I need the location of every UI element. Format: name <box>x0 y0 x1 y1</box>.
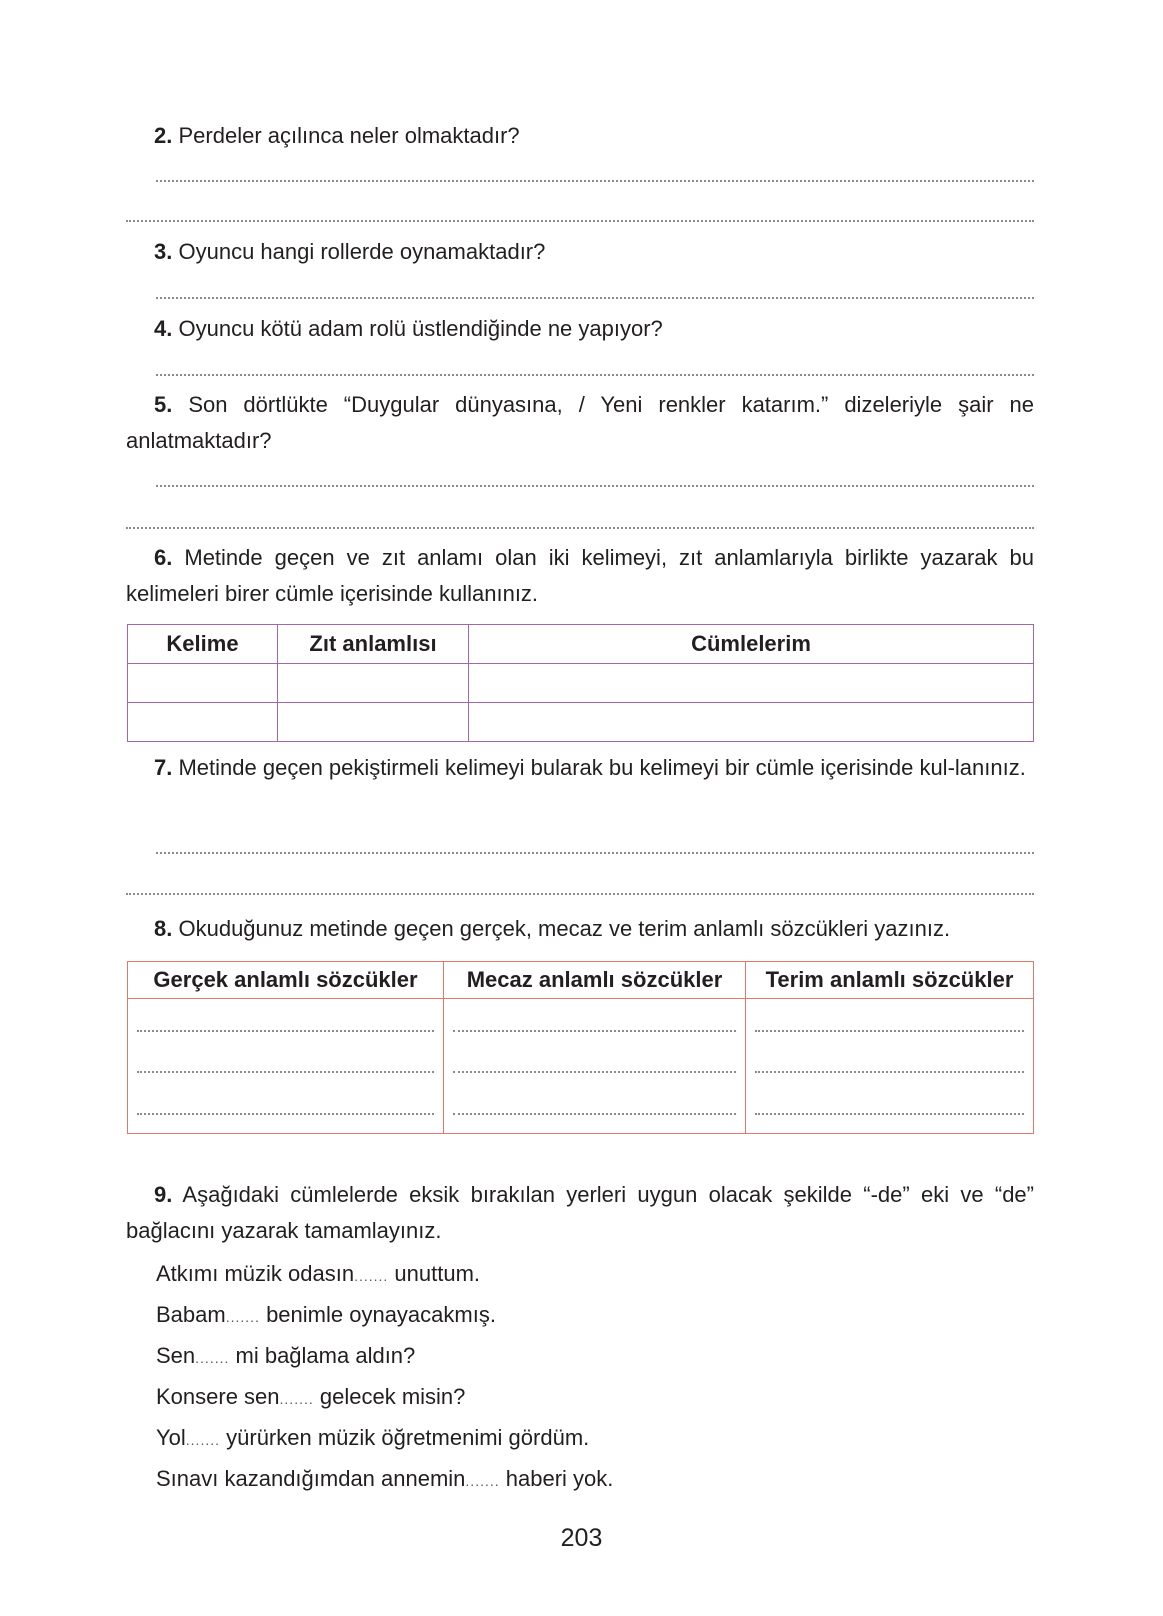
answer-line[interactable] <box>156 180 1034 182</box>
table-cell[interactable] <box>128 703 278 742</box>
antonym-table <box>127 624 1034 742</box>
header-cumlelerim: Cümlelerim <box>469 625 1034 664</box>
question-text: Aşağıdaki cümlelerde eksik bırakılan yerleri uygun olacak şekilde “-de” eki ve “de” bağlacını yazarak tamamlayınız. <box>126 1182 1034 1243</box>
question-number: 5. <box>154 392 173 417</box>
table-cell[interactable] <box>278 703 469 742</box>
question-4 <box>126 311 1034 347</box>
answer-line[interactable] <box>755 1030 1024 1032</box>
question-text: Metinde geçen pekiştirmeli kelimeyi bularak bu kelimeyi bir cümle içerisinde kul-lanınız. <box>178 755 1026 780</box>
question-number: 3. <box>154 239 173 264</box>
question-8 <box>126 911 1034 947</box>
question-5 <box>126 387 1034 459</box>
mecaz-answer-cell[interactable] <box>444 999 746 1134</box>
question-text: Oyuncu hangi rollerde oynamaktadır? <box>178 239 546 264</box>
sentence-5: Yol....... yürürken müzik öğretmenimi gördüm. <box>156 1425 590 1450</box>
answer-line[interactable] <box>137 1030 434 1032</box>
table-row <box>128 999 1034 1134</box>
answer-line[interactable] <box>755 1113 1024 1115</box>
blank[interactable]: ....... <box>279 1391 314 1407</box>
blank[interactable]: ....... <box>185 1432 221 1448</box>
terim-answer-cell[interactable] <box>746 999 1034 1134</box>
question-text: Perdeler açılınca neler olmaktadır? <box>178 123 520 148</box>
header-gercek: Gerçek anlamlı sözcükler <box>128 962 444 999</box>
question-2 <box>126 118 1034 154</box>
table-cell[interactable] <box>128 664 278 703</box>
table-cell[interactable] <box>469 703 1034 742</box>
blank[interactable]: ....... <box>465 1473 500 1489</box>
answer-line[interactable] <box>453 1071 736 1073</box>
gercek-answer-cell[interactable] <box>128 999 444 1134</box>
blank[interactable]: ....... <box>354 1268 389 1284</box>
question-number: 2. <box>154 123 173 148</box>
answer-line[interactable] <box>453 1113 736 1115</box>
question-text: Oyuncu kötü adam rolü üstlendiğinde ne yapıyor? <box>178 316 663 341</box>
sentence-6: Sınavı kazandığımdan annemin....... haberi yok. <box>156 1466 614 1491</box>
blank[interactable]: ....... <box>225 1309 260 1325</box>
table-cell[interactable] <box>469 664 1034 703</box>
answer-line[interactable] <box>156 485 1034 487</box>
answer-line[interactable] <box>156 374 1034 376</box>
sentence-3: Sen....... mi bağlama aldın? <box>156 1343 416 1368</box>
question-7 <box>126 750 1034 786</box>
table-cell[interactable] <box>278 664 469 703</box>
answer-line[interactable] <box>126 220 1034 222</box>
question-3 <box>126 234 1034 270</box>
question-text: Son dörtlükte “Duygular dünyasına, / Yeni renkler katarım.” dizeleriyle şair ne anlatmaktadır? <box>126 392 1034 453</box>
answer-line[interactable] <box>453 1030 736 1032</box>
answer-line[interactable] <box>126 527 1034 529</box>
table-row <box>128 664 1034 703</box>
sentence-4: Konsere sen....... gelecek misin? <box>156 1384 466 1409</box>
answer-line[interactable] <box>156 297 1034 299</box>
header-mecaz: Mecaz anlamlı sözcükler <box>444 962 746 999</box>
question-number: 8. <box>154 916 173 941</box>
question-text: Metinde geçen ve zıt anlamı olan iki kelimeyi, zıt anlamlarıyla birlikte yazarak bu kelimeleri birer cümle içerisinde kullanınız. <box>126 545 1034 606</box>
header-kelime: Kelime <box>128 625 278 664</box>
answer-line[interactable] <box>156 852 1034 854</box>
word-meaning-table <box>127 961 1034 1134</box>
question-number: 7. <box>154 755 173 780</box>
question-6 <box>126 540 1034 612</box>
header-terim: Terim anlamlı sözcükler <box>746 962 1034 999</box>
answer-line[interactable] <box>137 1071 434 1073</box>
blank[interactable]: ....... <box>195 1350 230 1366</box>
answer-line[interactable] <box>755 1071 1024 1073</box>
question-number: 6. <box>154 545 173 570</box>
header-zit-anlamlisi: Zıt anlamlısı <box>278 625 469 664</box>
answer-line[interactable] <box>137 1113 434 1115</box>
page-number: 203 <box>560 1524 603 1552</box>
question-9 <box>126 1177 1034 1249</box>
answer-line[interactable] <box>126 893 1034 895</box>
sentence-2: Babam....... benimle oynayacakmış. <box>156 1302 496 1327</box>
question-text: Okuduğunuz metinde geçen gerçek, mecaz ve terim anlamlı sözcükleri yazınız. <box>178 916 951 941</box>
question-number: 9. <box>154 1182 173 1207</box>
table-row <box>128 703 1034 742</box>
sentence-1: Atkımı müzik odasın....... unuttum. <box>156 1261 481 1286</box>
question-number: 4. <box>154 316 173 341</box>
